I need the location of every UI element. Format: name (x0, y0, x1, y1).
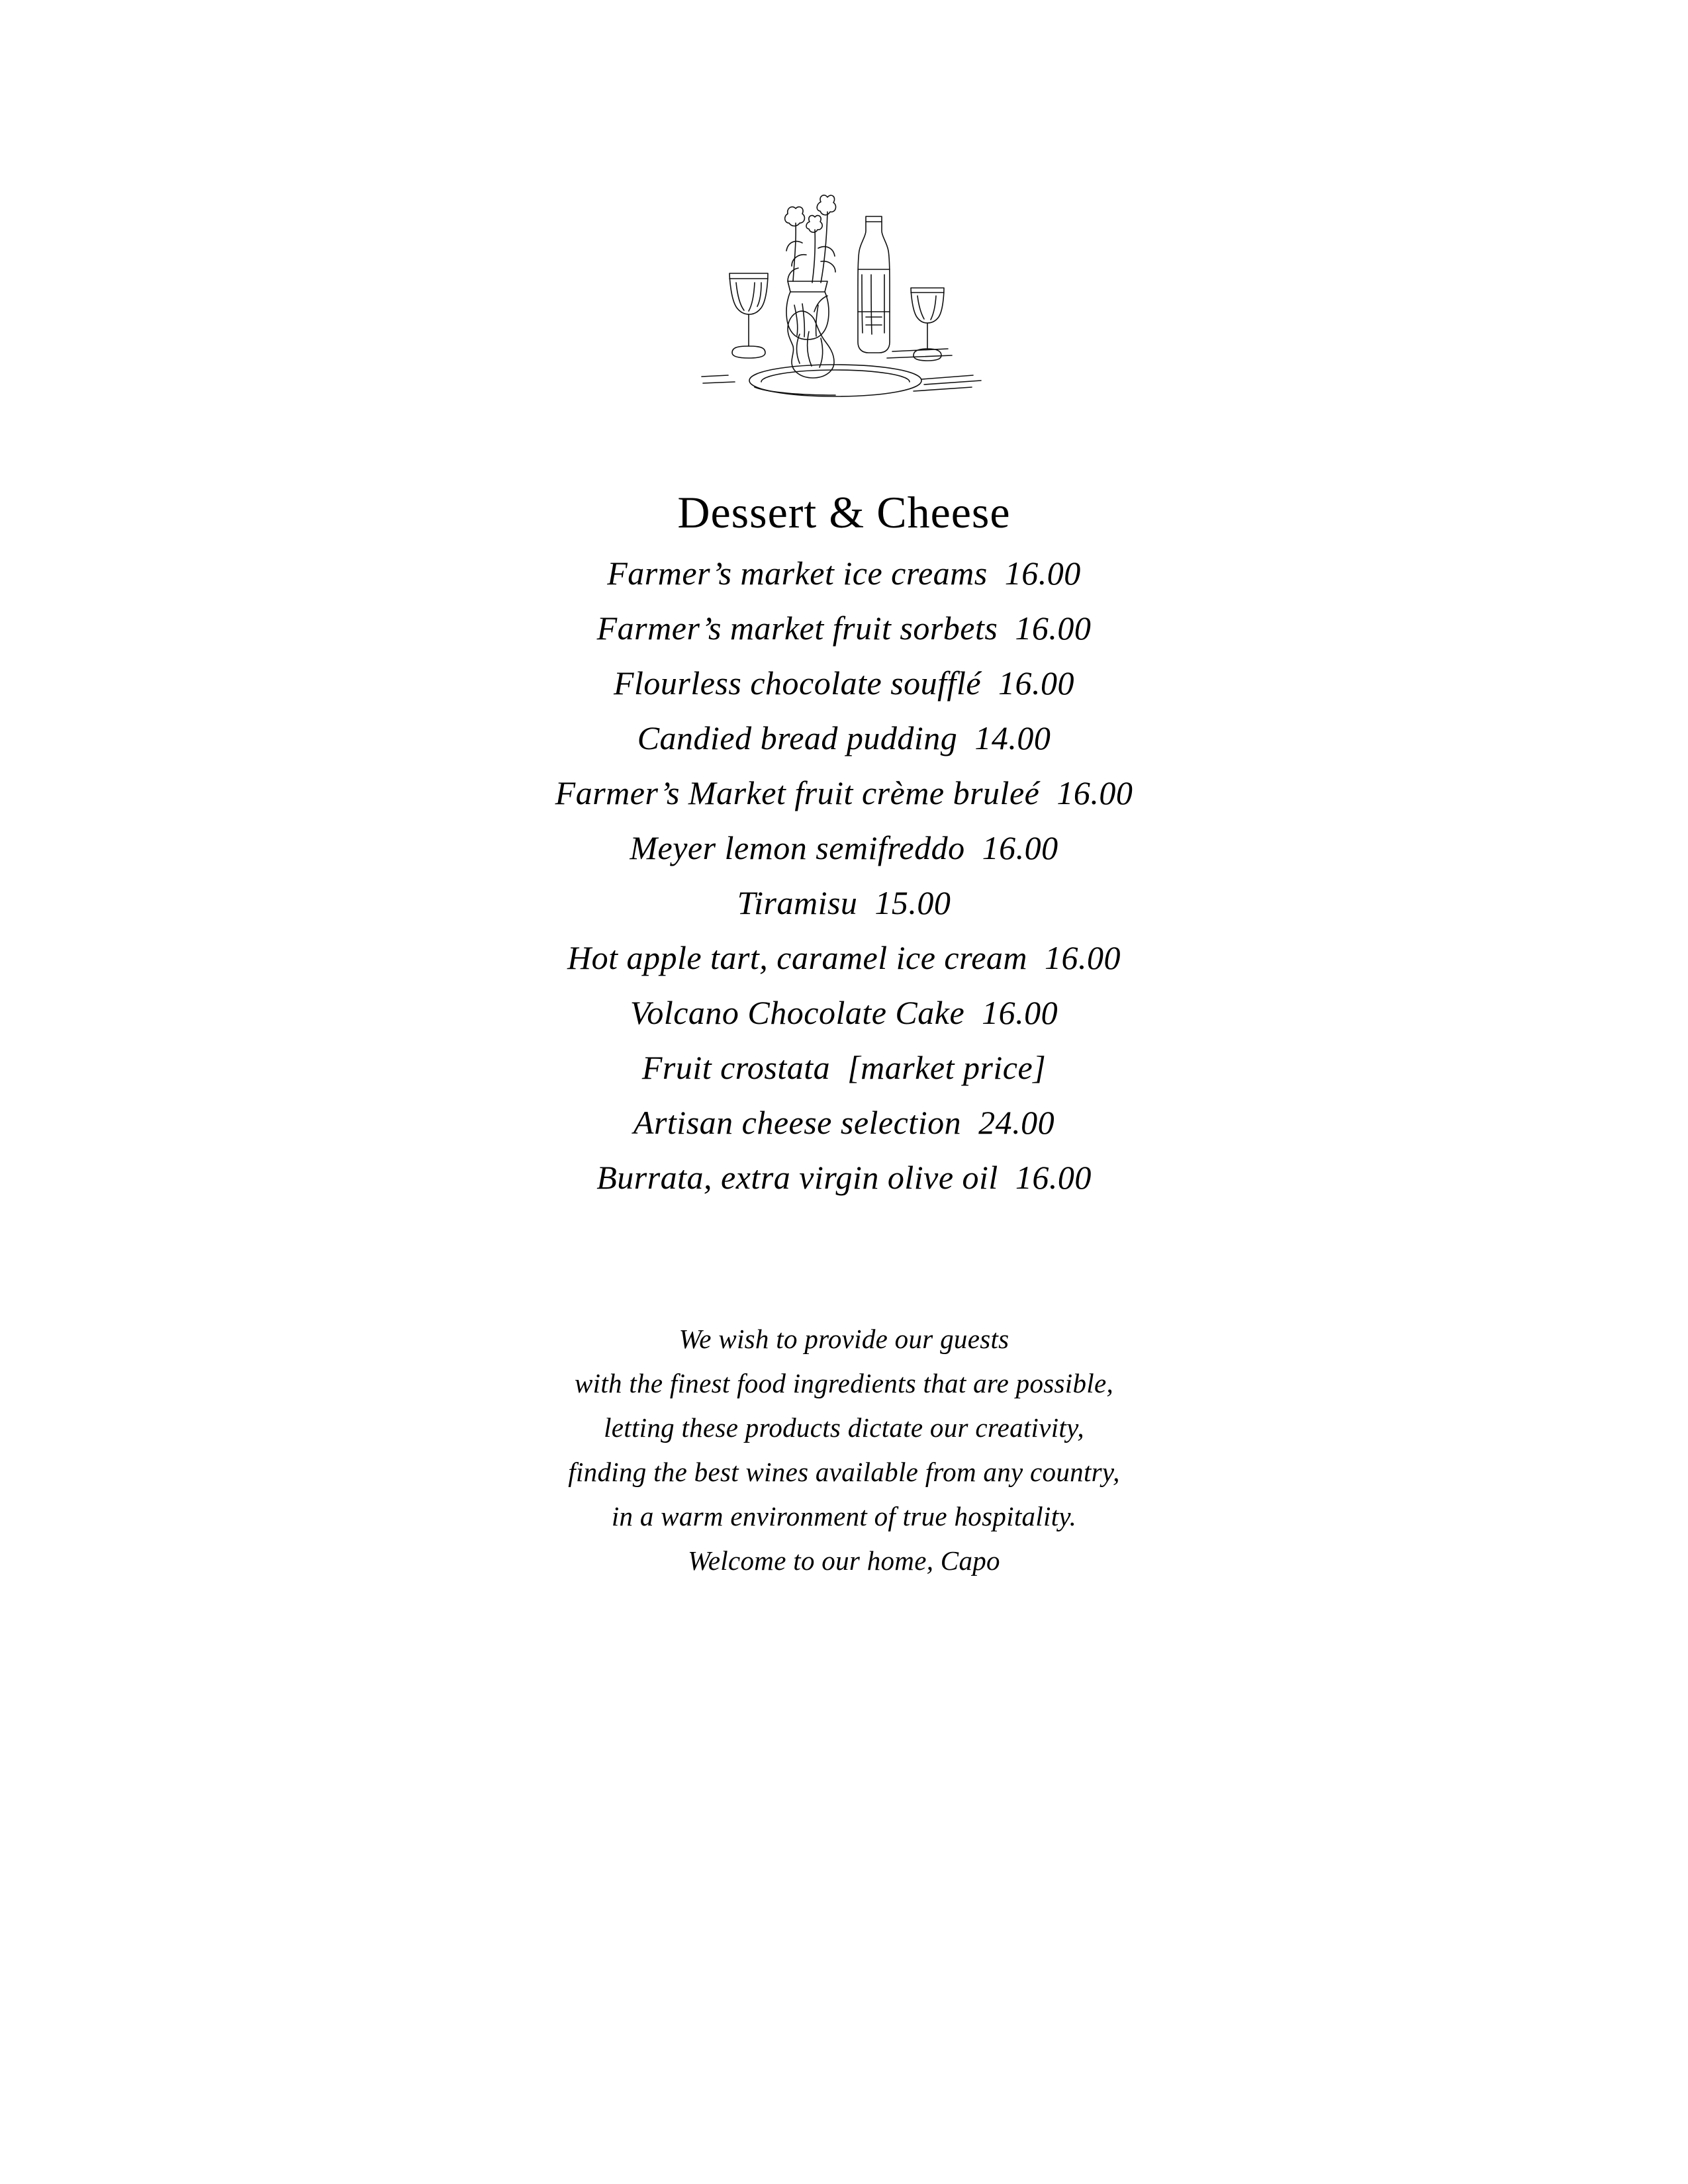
menu-item-price: 14.00 (974, 719, 1051, 756)
menu-item-price: 16.00 (982, 994, 1058, 1031)
menu-item-name: Burrata, extra virgin olive oil (596, 1159, 998, 1196)
menu-item-name: Flourless chocolate soufflé (613, 664, 982, 702)
menu-item-name: Farmer’s market ice creams (607, 555, 988, 592)
menu-item (0, 985, 1688, 1040)
statement-line: in a warm environment of true hospitality. (611, 1501, 1077, 1531)
menu-item-name: Fruit crostata (641, 1049, 831, 1086)
still-life-engraving-icon (688, 182, 1000, 407)
menu-item-price: 16.00 (998, 664, 1075, 702)
menu-item-name: Meyer lemon semifreddo (630, 829, 965, 866)
menu-item (0, 931, 1688, 985)
menu-item-price: 16.00 (982, 829, 1058, 866)
menu-item (0, 601, 1688, 656)
menu-item-name: Artisan cheese selection (633, 1104, 962, 1141)
statement-line: with the finest food ingredients that are possible, (575, 1368, 1113, 1398)
menu-item-price: 16.00 (1015, 1159, 1092, 1196)
menu-item (0, 1095, 1688, 1150)
menu-item-price: 16.00 (1056, 774, 1133, 811)
menu-item (0, 1150, 1688, 1205)
menu-item-name: Farmer’s market fruit sorbets (596, 610, 998, 647)
menu-item (0, 876, 1688, 931)
menu-item (0, 821, 1688, 876)
menu-item (0, 546, 1688, 601)
menu-item (0, 656, 1688, 711)
menu-item-name: Hot apple tart, caramel ice cream (567, 939, 1028, 976)
statement-line: letting these products dictate our creativity, (604, 1412, 1084, 1443)
statement-line: finding the best wines available from any country, (568, 1457, 1120, 1487)
menu-item-price: [market price] (847, 1049, 1047, 1086)
menu-items-list (0, 546, 1688, 1205)
menu-item-price: 16.00 (1045, 939, 1121, 976)
menu-item-name: Volcano Chocolate Cake (630, 994, 965, 1031)
menu-item-price: 15.00 (874, 884, 951, 921)
statement-line: We wish to provide our guests (679, 1324, 1009, 1354)
menu-item-price: 16.00 (1004, 555, 1081, 592)
menu-item-name: Tiramisu (737, 884, 858, 921)
menu-item (0, 711, 1688, 766)
closing-statement (0, 1317, 1688, 1583)
page-title: Dessert & Cheese (677, 487, 1011, 537)
menu-item-name: Candied bread pudding (637, 719, 958, 756)
statement-line: Welcome to our home, Capo (688, 1545, 1000, 1576)
menu-item-price: 24.00 (978, 1104, 1055, 1141)
menu-item-name: Farmer’s Market fruit crème bruleé (555, 774, 1040, 811)
menu-item-price: 16.00 (1015, 610, 1092, 647)
menu-item (0, 766, 1688, 821)
menu-item (0, 1040, 1688, 1095)
